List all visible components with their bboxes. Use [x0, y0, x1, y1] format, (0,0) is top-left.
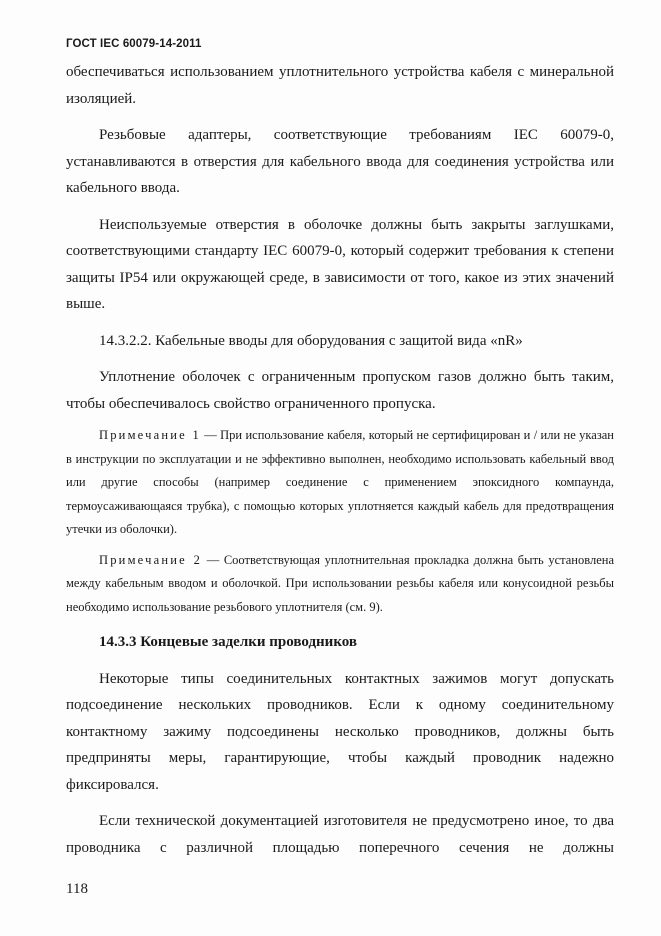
section-heading: 14.3.3 Концевые заделки проводников	[99, 634, 357, 650]
note-1-label: Примечание 1	[99, 428, 201, 442]
paragraph-threaded-adapters: Резьбовые адаптеры, соответствующие требованиям IEC 60079-0, устанавливаются в отверстия для кабельного ввода для соединения устройства или кабельного ввода.	[66, 127, 614, 196]
paragraph-unused-openings: Неиспользуемые отверстия в оболочке должны быть закрыты заглушками, соответствующими стандарту IEC 60079-0, который содержит требования к степени защиты IP54 или окружающей среде, в зависимости от того, какое из этих значений выше.	[66, 216, 614, 312]
note-1	[66, 424, 614, 542]
document-body	[66, 59, 614, 861]
paragraph-two-conductors: Если технической документацией изготовителя не предусмотрено иное, то два проводника с различной площадью поперечного сечения не должны	[66, 813, 614, 856]
standard-header: ГОСТ IEC 60079-14-2011	[66, 38, 202, 50]
paragraph-terminals: Некоторые типы соединительных контактных зажимов могут допускать подсоединение нескольких проводников. Если к одному соединительному контактному зажиму подсоединены несколько проводников, должны быть предприняты меры, гарантирующие, чтобы каждый проводник надежно фиксировался.	[66, 670, 614, 793]
note-2-text: — Соответствующая уплотнительная прокладка должна быть установлена между кабельным вводом и оболочкой. При использовании резьбы кабеля или конусоидной резьбы необходимо использование резьбового уплотнителя (см. 9).	[66, 552, 614, 614]
paragraph-sealing: Уплотнение оболочек с ограниченным пропуском газов должно быть таким, чтобы обеспечивалось свойство ограниченного пропуска.	[66, 369, 614, 412]
note-1-text: — При использование кабеля, который не сертифицирован и / или не указан в инструкции по эксплуатации и не эффективно выполнен, необходимо использовать кабельный ввод или другие способы (например соединение с применением эпоксидного компаунда, термоусаживающаяся трубка), с помощью которых уплотняется каждый кабель для предотвращения утечки из оболочки).	[66, 428, 615, 536]
page-number: 118	[66, 881, 88, 897]
note-2-label: Примечание 2	[99, 552, 203, 567]
subsection-title-nr: 14.3.2.2. Кабельные вводы для оборудования с защитой вида «nR»	[99, 332, 523, 349]
note-2	[66, 549, 614, 620]
paragraph-continuation: обеспечиваться использованием уплотнительного устройства кабеля с минеральной изоляцией.	[66, 64, 614, 107]
